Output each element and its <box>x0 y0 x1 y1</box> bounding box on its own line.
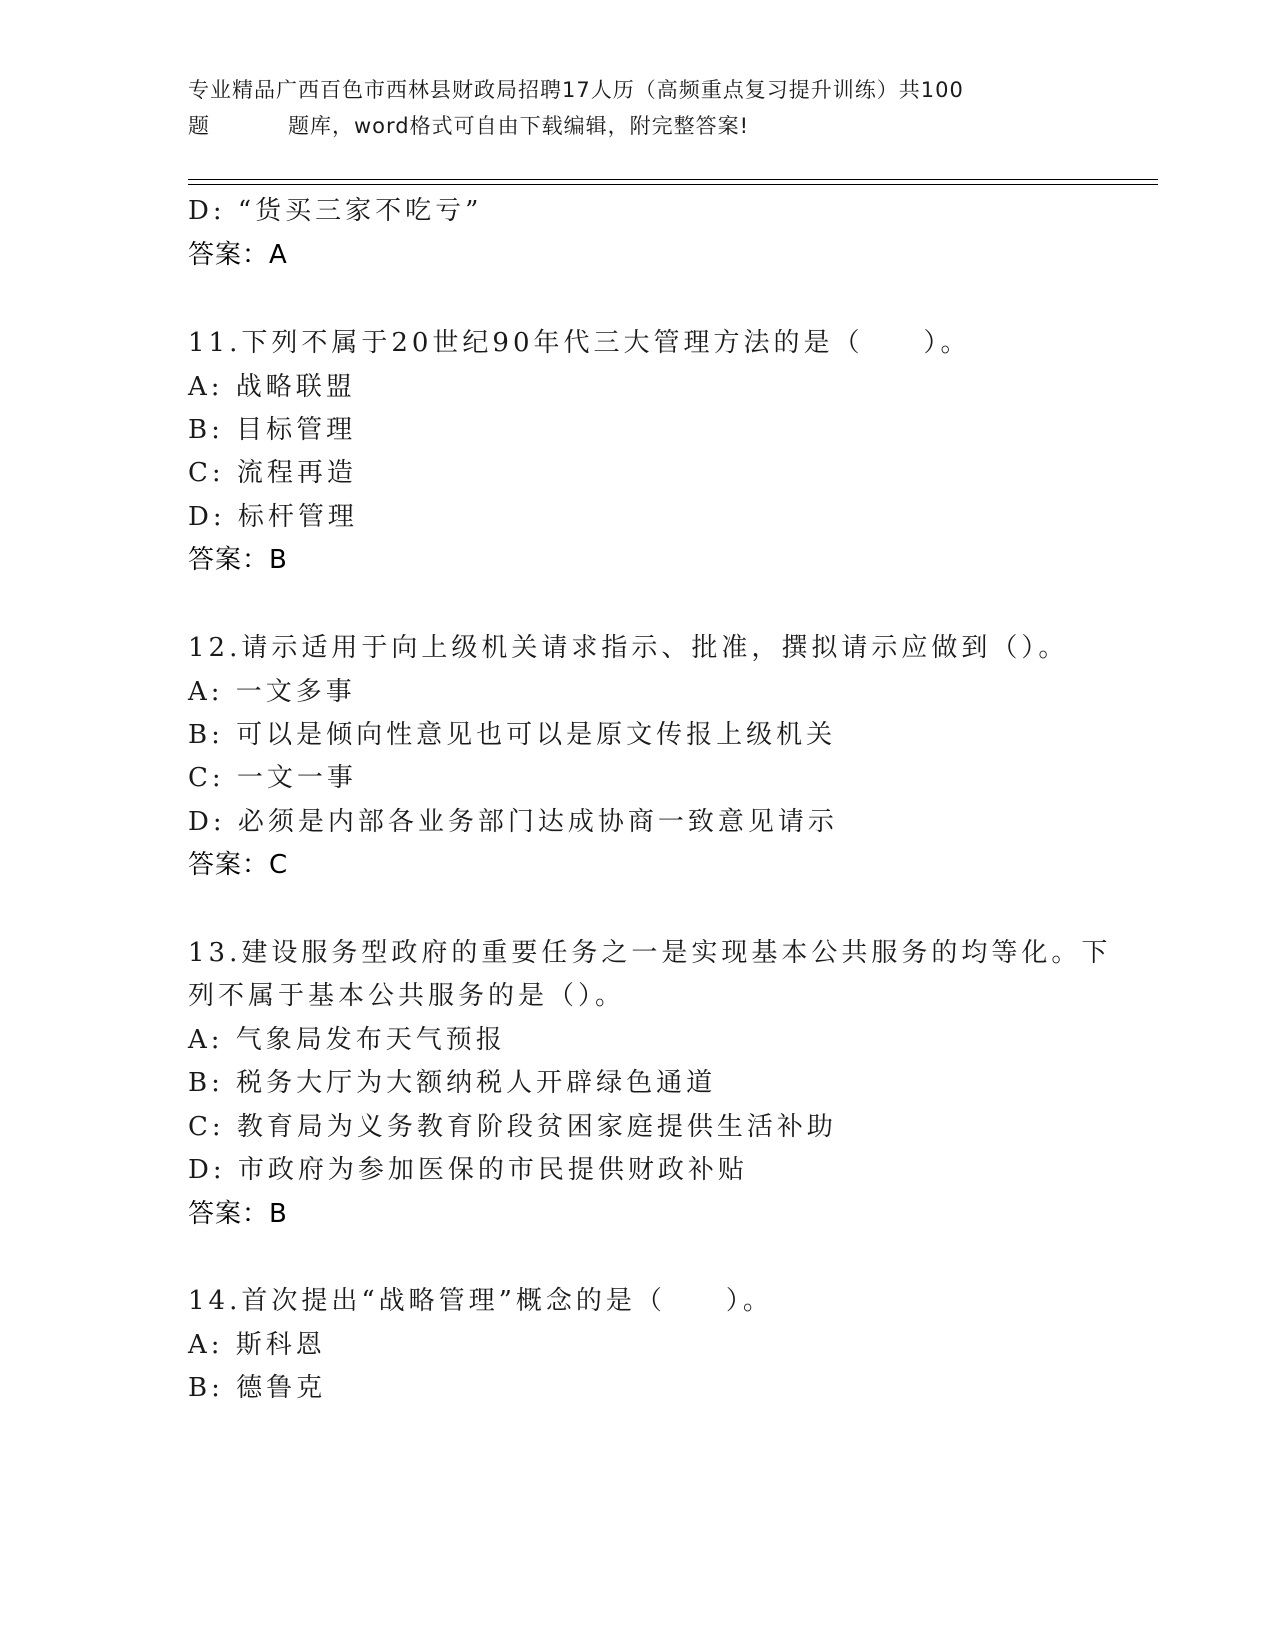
q11-option-b: B: 目标管理 <box>188 415 357 445</box>
q13-option-b: B: 税务大厅为大额纳税人开辟绿色通道 <box>188 1068 717 1098</box>
q11-answer: 答案：B <box>188 545 288 575</box>
header-divider-bottom <box>188 184 1158 185</box>
q14-option-b: B: 德鲁克 <box>188 1373 327 1403</box>
q12-option-b: B: 可以是倾向性意见也可以是原文传报上级机关 <box>188 720 837 750</box>
q12-answer: 答案：C <box>188 850 289 880</box>
q13-stem-line2: 列不属于基本公共服务的是（）。 <box>188 981 626 1011</box>
header-title-line2-left: 题 <box>188 114 209 138</box>
q12-option-a: A: 一文多事 <box>188 677 356 707</box>
header-title-line2-right: 题库，word格式可自由下载编辑，附完整答案! <box>288 114 750 138</box>
q13-stem-line1: 13.建设服务型政府的重要任务之一是实现基本公共服务的均等化。下 <box>188 938 1112 968</box>
q12-option-c: C: 一文一事 <box>188 763 357 793</box>
q12-option-d: D: 必须是内部各业务部门达成协商一致意见请示 <box>188 807 838 837</box>
header-title-line1: 专业精品广西百色市西林县财政局招聘17人历（高频重点复习提升训练）共100 <box>188 78 964 102</box>
q11-stem: 11.下列不属于20世纪90年代三大管理方法的是（ ）。 <box>188 328 971 358</box>
q13-option-c: C: 教育局为义务教育阶段贫困家庭提供生活补助 <box>188 1112 837 1142</box>
q13-option-a: A: 气象局发布天气预报 <box>188 1025 506 1055</box>
prev-answer: 答案：A <box>188 240 288 270</box>
q13-answer: 答案：B <box>188 1199 288 1229</box>
q13-option-d: D: 市政府为参加医保的市民提供财政补贴 <box>188 1155 748 1185</box>
header-divider-top <box>188 179 1158 180</box>
q11-option-a: A: 战略联盟 <box>188 372 356 402</box>
q11-option-c: C: 流程再造 <box>188 458 357 488</box>
prev-option-d: D: “货买三家不吃亏” <box>188 196 483 226</box>
q11-option-d: D: 标杆管理 <box>188 502 358 532</box>
q14-option-a: A: 斯科恩 <box>188 1330 326 1360</box>
q14-stem: 14.首次提出“战略管理”概念的是（ ）。 <box>188 1286 773 1316</box>
q12-stem: 12.请示适用于向上级机关请求指示、批准，撰拟请示应做到（）。 <box>188 633 1069 663</box>
